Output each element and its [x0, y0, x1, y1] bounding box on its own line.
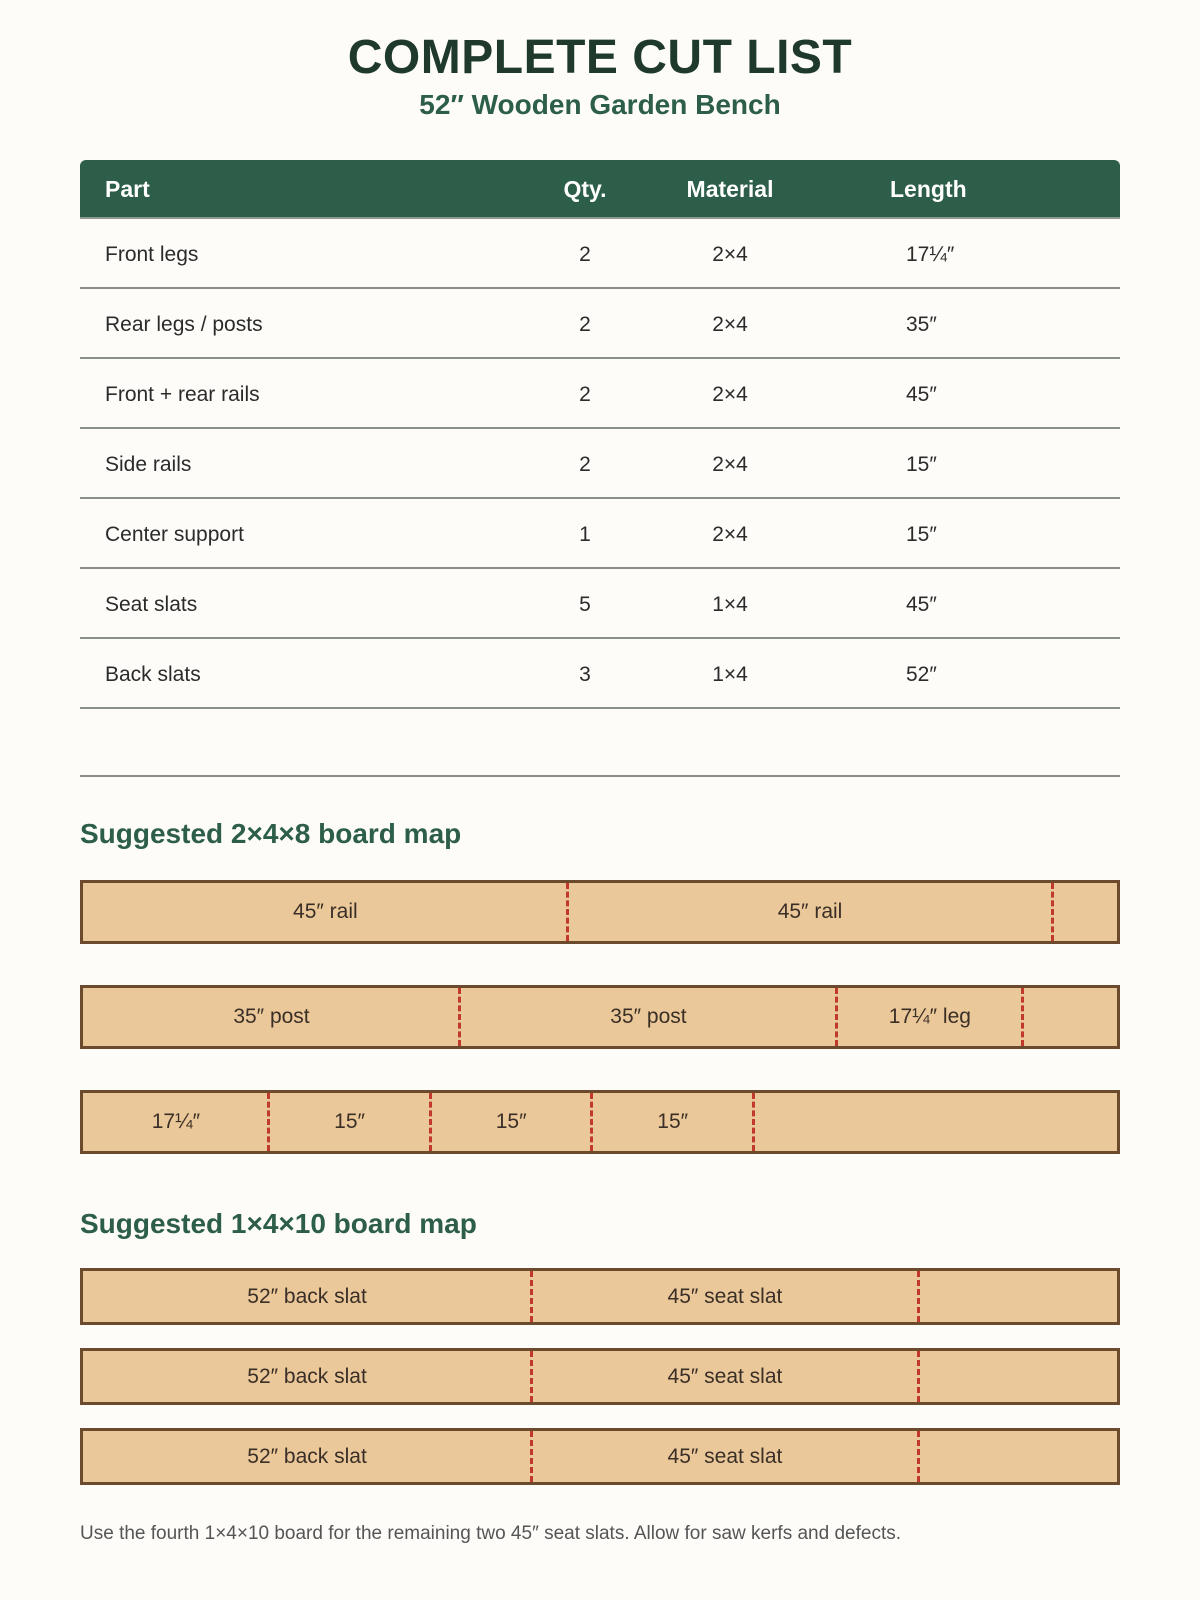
board-1x4 — [80, 1428, 1120, 1485]
cell-qty: 2 — [579, 243, 591, 266]
header-qty: Qty. — [563, 176, 607, 202]
cut-segment: 17¼″ — [151, 1110, 201, 1133]
cut-segment: 15″ — [657, 1110, 689, 1133]
cut-line — [917, 1431, 920, 1482]
board-1x4 — [80, 1268, 1120, 1325]
cell-part: Center support — [105, 523, 244, 546]
cut-segment: 15″ — [334, 1110, 365, 1133]
board-2x4 — [80, 1090, 1120, 1154]
header-material: Material — [686, 176, 774, 202]
cell-length: 45″ — [906, 383, 937, 406]
board-2x4 — [80, 985, 1120, 1049]
cell-qty: 3 — [579, 663, 591, 686]
cut-line — [917, 1271, 920, 1322]
cell-part: Front + rear rails — [105, 383, 260, 406]
cell-qty: 1 — [579, 523, 591, 546]
page-subtitle: 52″ Wooden Garden Bench — [419, 89, 781, 120]
table-row — [80, 569, 1120, 639]
cell-qty: 2 — [579, 453, 591, 476]
cell-part: Seat slats — [105, 593, 198, 616]
footer-note: Use the fourth 1×4×10 board for the remaining two 45″ seat slats. Allow for saw kerfs and defects. — [80, 1523, 902, 1544]
cell-qty: 5 — [579, 593, 591, 616]
cell-length: 35″ — [906, 313, 937, 336]
board-map-1x4-title: Suggested 1×4×10 board map — [80, 1208, 477, 1239]
cut-segment: 17¼″ leg — [888, 1005, 971, 1028]
cut-segment: 45″ rail — [293, 900, 358, 923]
divider — [80, 775, 1120, 777]
cell-material: 2×4 — [712, 313, 748, 336]
cut-segment: 52″ back slat — [247, 1284, 367, 1308]
cut-segment: 35″ post — [610, 1005, 687, 1028]
cut-line — [1051, 883, 1054, 941]
cut-list-table — [80, 160, 1120, 709]
header-length: Length — [890, 176, 967, 202]
table-header — [80, 160, 1120, 219]
table-row — [80, 219, 1120, 289]
cell-material: 1×4 — [712, 593, 748, 616]
board-map-2x4-title: Suggested 2×4×8 board map — [80, 818, 462, 849]
cell-qty: 2 — [579, 383, 591, 406]
table-row — [80, 429, 1120, 499]
cell-length: 17¼″ — [906, 243, 955, 266]
cut-segment: 45″ seat slat — [667, 1444, 783, 1468]
cell-material: 2×4 — [712, 453, 748, 476]
table-row — [80, 639, 1120, 709]
cell-part: Front legs — [105, 243, 199, 266]
cell-length: 15″ — [906, 523, 937, 546]
cell-material: 2×4 — [712, 383, 748, 406]
cell-part: Side rails — [105, 453, 192, 476]
cell-material: 1×4 — [712, 663, 748, 686]
cut-line — [752, 1093, 755, 1151]
board-1x4 — [80, 1348, 1120, 1405]
table-row — [80, 359, 1120, 429]
cell-part: Back slats — [105, 663, 201, 686]
page-title: COMPLETE CUT LIST — [347, 31, 853, 84]
cell-length: 52″ — [906, 663, 937, 686]
cut-line — [917, 1351, 920, 1402]
cell-material: 2×4 — [712, 243, 748, 266]
header-part: Part — [105, 176, 150, 202]
cut-segment: 15″ — [495, 1110, 527, 1133]
cut-segment: 52″ back slat — [247, 1364, 367, 1388]
cut-line — [1021, 988, 1024, 1046]
cell-length: 15″ — [906, 453, 937, 476]
cut-segment: 52″ back slat — [247, 1444, 367, 1468]
cell-qty: 2 — [579, 313, 591, 336]
cut-segment: 35″ post — [233, 1005, 310, 1028]
cut-segment: 45″ rail — [777, 900, 843, 923]
cut-segment: 45″ seat slat — [667, 1284, 783, 1308]
cut-segment: 45″ seat slat — [667, 1364, 783, 1388]
cell-length: 45″ — [906, 593, 937, 616]
table-row — [80, 499, 1120, 569]
cell-part: Rear legs / posts — [105, 313, 263, 336]
cell-material: 2×4 — [712, 523, 748, 546]
table-row — [80, 289, 1120, 359]
board-2x4 — [80, 880, 1120, 944]
